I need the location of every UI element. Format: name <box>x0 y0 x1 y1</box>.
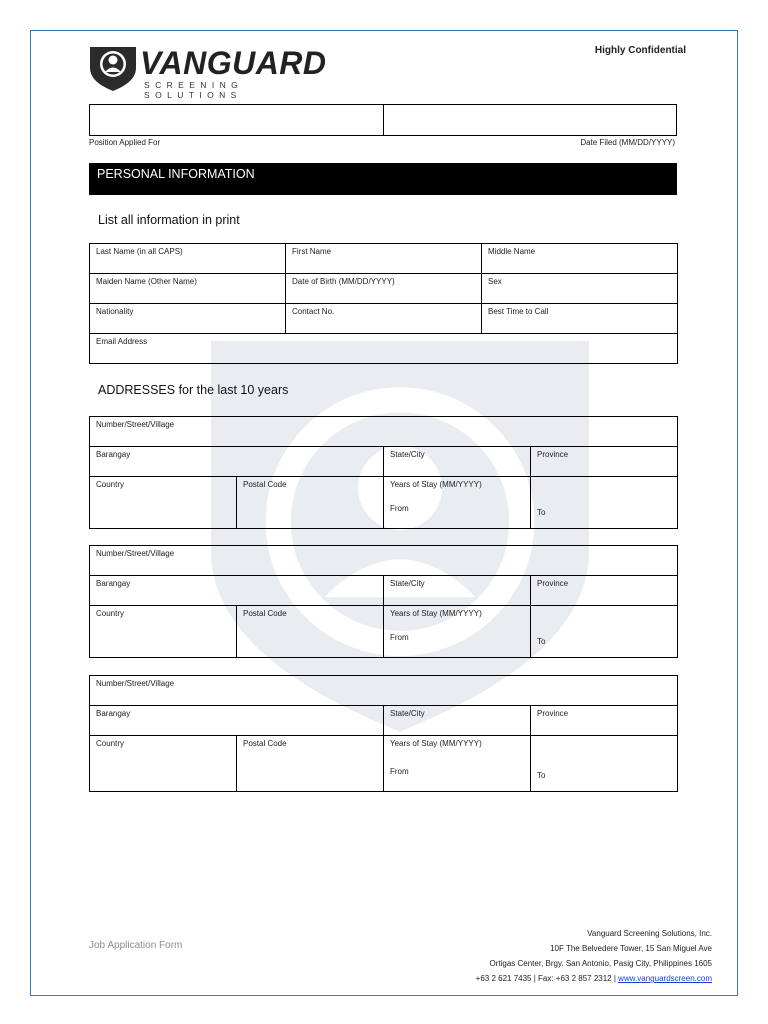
email-field[interactable] <box>90 334 678 364</box>
barangay-label: Barangay <box>96 709 131 718</box>
best-time-field[interactable] <box>482 304 678 334</box>
maiden-name-field[interactable] <box>90 274 286 304</box>
confidential-label: Highly Confidential <box>594 45 686 56</box>
sex-label: Sex <box>488 277 502 286</box>
from-label: From <box>390 767 409 776</box>
section-title-personal: PERSONAL INFORMATION <box>89 163 677 195</box>
barangay-label: Barangay <box>96 450 131 459</box>
address-line-2: Ortigas Center, Brgy. San Antonio, Pasig City, Philippines 1605 <box>489 959 712 968</box>
addresses-heading: ADDRESSES for the last 10 years <box>98 383 289 397</box>
logo-tagline: SCREENING SOLUTIONS <box>144 80 244 100</box>
street-label: Number/Street/Village <box>96 679 175 688</box>
dob-field[interactable] <box>286 274 482 304</box>
postal-code-label: Postal Code <box>243 609 287 618</box>
contact-line <box>476 971 712 986</box>
date-filed-field[interactable] <box>384 105 676 135</box>
website-link[interactable]: www.vanguardscreen.com <box>618 974 712 983</box>
years-from-field[interactable] <box>384 477 531 529</box>
street-field[interactable] <box>90 546 678 576</box>
country-label: Country <box>96 739 125 748</box>
street-label: Number/Street/Village <box>96 549 175 558</box>
years-to-field[interactable] <box>531 477 678 529</box>
nationality-field[interactable] <box>90 304 286 334</box>
logo-wordmark: VANGUARD <box>140 45 327 81</box>
address-table-3 <box>89 675 678 792</box>
position-label: Position Applied For <box>89 138 161 147</box>
from-label: From <box>390 504 409 513</box>
province-label: Province <box>537 709 569 718</box>
maiden-name-label: Maiden Name (Other Name) <box>96 277 197 286</box>
personal-instruction-heading: List all information in print <box>98 213 240 227</box>
form-name-footer: Job Application Form <box>89 940 183 951</box>
province-label: Province <box>537 579 569 588</box>
dob-label: Date of Birth (MM/DD/YYYY) <box>292 277 395 286</box>
street-field[interactable] <box>90 417 678 447</box>
country-field[interactable] <box>90 736 237 792</box>
street-field[interactable] <box>90 676 678 706</box>
company-address-footer <box>476 926 712 986</box>
postal-code-field[interactable] <box>237 477 384 529</box>
date-filed-label: Date Filed (MM/DD/YYYY) <box>580 138 675 147</box>
contact-field[interactable] <box>286 304 482 334</box>
postal-code-label: Postal Code <box>243 480 287 489</box>
state-city-label: State/City <box>390 579 425 588</box>
country-field[interactable] <box>90 477 237 529</box>
years-to-field[interactable] <box>531 736 678 792</box>
last-name-field[interactable] <box>90 244 286 274</box>
postal-code-field[interactable] <box>237 736 384 792</box>
years-to-field[interactable] <box>531 606 678 658</box>
shield-logo-icon <box>88 44 138 92</box>
country-field[interactable] <box>90 606 237 658</box>
country-label: Country <box>96 609 125 618</box>
email-label: Email Address <box>96 337 148 346</box>
years-of-stay-label: Years of Stay (MM/YYYY) <box>390 480 482 489</box>
years-of-stay-label: Years of Stay (MM/YYYY) <box>390 739 482 748</box>
province-field[interactable] <box>531 576 678 606</box>
barangay-field[interactable] <box>90 576 384 606</box>
state-city-field[interactable] <box>384 447 531 477</box>
barangay-field[interactable] <box>90 706 384 736</box>
last-name-label: Last Name (in all CAPS) <box>96 247 183 256</box>
position-field[interactable] <box>90 105 384 135</box>
province-field[interactable] <box>531 706 678 736</box>
barangay-field[interactable] <box>90 447 384 477</box>
middle-name-label: Middle Name <box>488 247 536 256</box>
country-label: Country <box>96 480 125 489</box>
address-table-1 <box>89 416 678 529</box>
company-logo <box>88 44 328 100</box>
state-city-field[interactable] <box>384 706 531 736</box>
first-name-field[interactable] <box>286 244 482 274</box>
best-time-label: Best Time to Call <box>488 307 549 316</box>
phone-fax: +63 2 621 7435 | Fax: +63 2 857 2312 | <box>475 974 616 983</box>
position-date-row <box>89 104 677 136</box>
barangay-label: Barangay <box>96 579 131 588</box>
postal-code-field[interactable] <box>237 606 384 658</box>
years-of-stay-label: Years of Stay (MM/YYYY) <box>390 609 482 618</box>
address-line-1: 10F The Belvedere Tower, 15 San Miguel Ave <box>550 944 712 953</box>
nationality-label: Nationality <box>96 307 134 316</box>
province-label: Province <box>537 450 569 459</box>
first-name-label: First Name <box>292 247 332 256</box>
to-label: To <box>537 771 546 780</box>
to-label: To <box>537 637 546 646</box>
personal-info-table <box>89 243 678 364</box>
from-label: From <box>390 633 409 642</box>
to-label: To <box>537 508 546 517</box>
street-label: Number/Street/Village <box>96 420 175 429</box>
postal-code-label: Postal Code <box>243 739 287 748</box>
state-city-label: State/City <box>390 450 425 459</box>
state-city-field[interactable] <box>384 576 531 606</box>
sex-field[interactable] <box>482 274 678 304</box>
company-name: Vanguard Screening Solutions, Inc. <box>587 929 712 938</box>
address-table-2 <box>89 545 678 658</box>
years-from-field[interactable] <box>384 736 531 792</box>
middle-name-field[interactable] <box>482 244 678 274</box>
state-city-label: State/City <box>390 709 425 718</box>
years-from-field[interactable] <box>384 606 531 658</box>
province-field[interactable] <box>531 447 678 477</box>
contact-label: Contact No. <box>292 307 335 316</box>
